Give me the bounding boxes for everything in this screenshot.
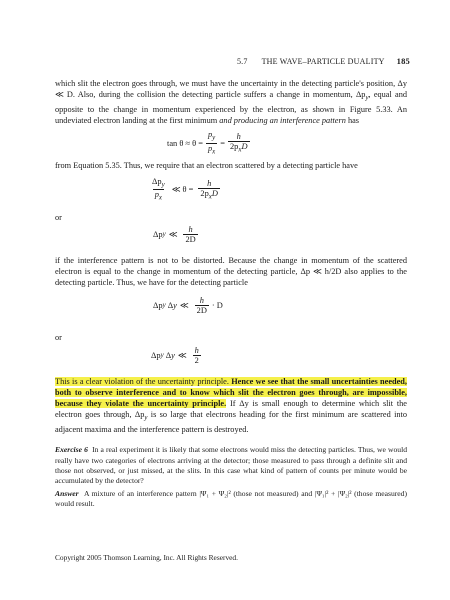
chapter-title: THE WAVE–PARTICLE DUALITY (261, 57, 385, 66)
or-connector-2: or (55, 333, 62, 343)
paragraph-4: This is a clear violation of the uncertainty principle. Hence we see that the small uncertainties needed, both to observe interference and to know which slit the electron goes through, are impossible, because they violate the uncertainty principle. If Δy is small enough to determine which slit the electron goes through, $\Delta p_y$ is so large that electrons heading for the first minimum are scattered into adjacent maxima and the interference pattern is destroyed. (55, 376, 408, 435)
copyright-footer: Copyright 2005 Thomson Learning, Inc. All Rights Reserved. (55, 553, 238, 562)
paragraph-1: which slit the electron goes through, we must have the uncertainty in the detecting particle's position, Δy ≪ D. Also, during the collision the detecting particle suffers a change in momentum, $\Delta p_y$, equal and opposite to the change in momentum experienced by the electron, as shown in Figure 5.33. An undeviated electron landing at the first minimum and producing an interference pattern has (55, 79, 407, 126)
eq5-relation: ≪ (177, 350, 187, 360)
equation-tan-theta (55, 126, 407, 160)
answer-block (55, 489, 407, 509)
eq4-lhs: Δp (153, 301, 163, 311)
p4-highlight-plain: This is a clear violation of the uncertainty principle. (55, 376, 232, 386)
eq2-relation: ≪ θ = (171, 185, 194, 195)
eq2-fraction-1: $\frac{\Delta p_y}{p_x}$ (152, 176, 165, 203)
eq4-relation: ≪ (179, 301, 189, 311)
eq3-fraction (183, 225, 197, 244)
eq3-den: 2D (185, 234, 196, 244)
eq4-fraction (195, 296, 209, 315)
exercise-block (55, 445, 407, 486)
eq1-den2: 2p (229, 142, 239, 152)
equation-product-d: Δp y Δ y ≪ $\frac{h}{2D}$ · D (153, 296, 223, 316)
eq1-lhs: tan θ ≈ θ = (167, 139, 203, 149)
eq4-num: h (199, 296, 204, 306)
page-number: 185 (396, 56, 410, 66)
eq5-fraction (193, 346, 201, 365)
body-text (55, 78, 407, 510)
p1-text-d: has (345, 116, 360, 126)
eq4-rhs: · D (211, 301, 223, 311)
eq3-relation: ≪ (168, 229, 178, 239)
exercise-text: In a real experiment it is likely that some electrons would miss the detecting particles. Thus, we would really have two categories of electrons arriving at the detector; those measured to pass through a definite slit and those not observed, or just missed, at the slits. In this case what kind of pattern of counts per minute would be accumulated by the detector? (55, 445, 407, 485)
eq4-den: 2D (196, 306, 207, 316)
eq3-lhs: Δp (153, 229, 163, 239)
p1-text-b: , equal and opposite to the change in momentum experienced by the electron, as shown in Figure 5.33. An undeviated electron landing at the first minimum (55, 90, 407, 126)
or-connector-1: or (55, 212, 62, 222)
paragraph-2: from Equation 5.35. Thus, we require that an electron scattered by a detecting particle have (55, 161, 358, 171)
p4-text-c: If Δy is small enough to determine which slit the electron goes through, Δp (55, 399, 407, 420)
p4-text-d: is so large that electrons heading for the first minimum are scattered into adjacent maxima and the interference pattern is destroyed. (55, 410, 407, 435)
p1-emphasis: and producing an interference pattern (219, 116, 346, 126)
equation-delta-p: Δp y ≪ $\frac{h}{2D}$ (153, 224, 196, 244)
eq1-num1: p (207, 130, 213, 140)
eq2-num1: Δp (152, 176, 162, 186)
eq5-lhs: Δp (151, 350, 161, 360)
equation-uncertainty-product: Δp y Δ y ≪ $\frac{h}{2}$ (151, 345, 199, 365)
eq1-equals: = (220, 139, 225, 149)
eq5-num: h (194, 345, 199, 355)
eq1-fraction-2: $\frac{h}{2p_xD}$ (229, 132, 248, 154)
answer-text: A mixture of an interference pattern |Ψ₁ + Ψ₂|² (those not measured) and |Ψ₁|² + |Ψ₂|² (those measured) would result. (55, 489, 407, 509)
paragraph-3: if the interference pattern is not to be distorted. Because the change in momentum of the scattered electron is equal to the change in momentum of the detecting particle, Δp ≪ h/2D also applies to the detecting particle. Thus, we have for the detecting particle (55, 255, 407, 288)
p1-text-a: which slit the electron goes through, we must have the uncertainty in the detecting particle's position, Δy ≪ D. Also, during the collision the detecting particle suffers a change in momentum, Δp (55, 79, 407, 100)
p4-highlight-bold: Hence we see that the small uncertainties needed, both to observe interference and to know which slit the electron goes through, are impossible, because they violate the uncertainty principle. (55, 376, 408, 409)
section-number: 5.7 (236, 57, 248, 66)
eq1-den1: p (207, 144, 213, 154)
eq5-den: 2 (194, 355, 199, 365)
exercise-label: Exercise 6 (55, 445, 88, 455)
eq2-fraction-2: $\frac{h}{2p_xD}$ (200, 178, 218, 201)
running-header (0, 56, 410, 66)
equation-momentum-ratio (55, 172, 407, 208)
eq1-fraction-1: $\frac{p_y}{p_x}$ (207, 130, 216, 156)
eq1-num2: h (236, 132, 241, 142)
eq2-den2: 2p (200, 188, 209, 198)
eq3-num: h (188, 224, 193, 234)
eq2-num2: h (207, 178, 212, 188)
eq2-den1: p (154, 190, 159, 200)
answer-label: Answer (55, 489, 79, 499)
